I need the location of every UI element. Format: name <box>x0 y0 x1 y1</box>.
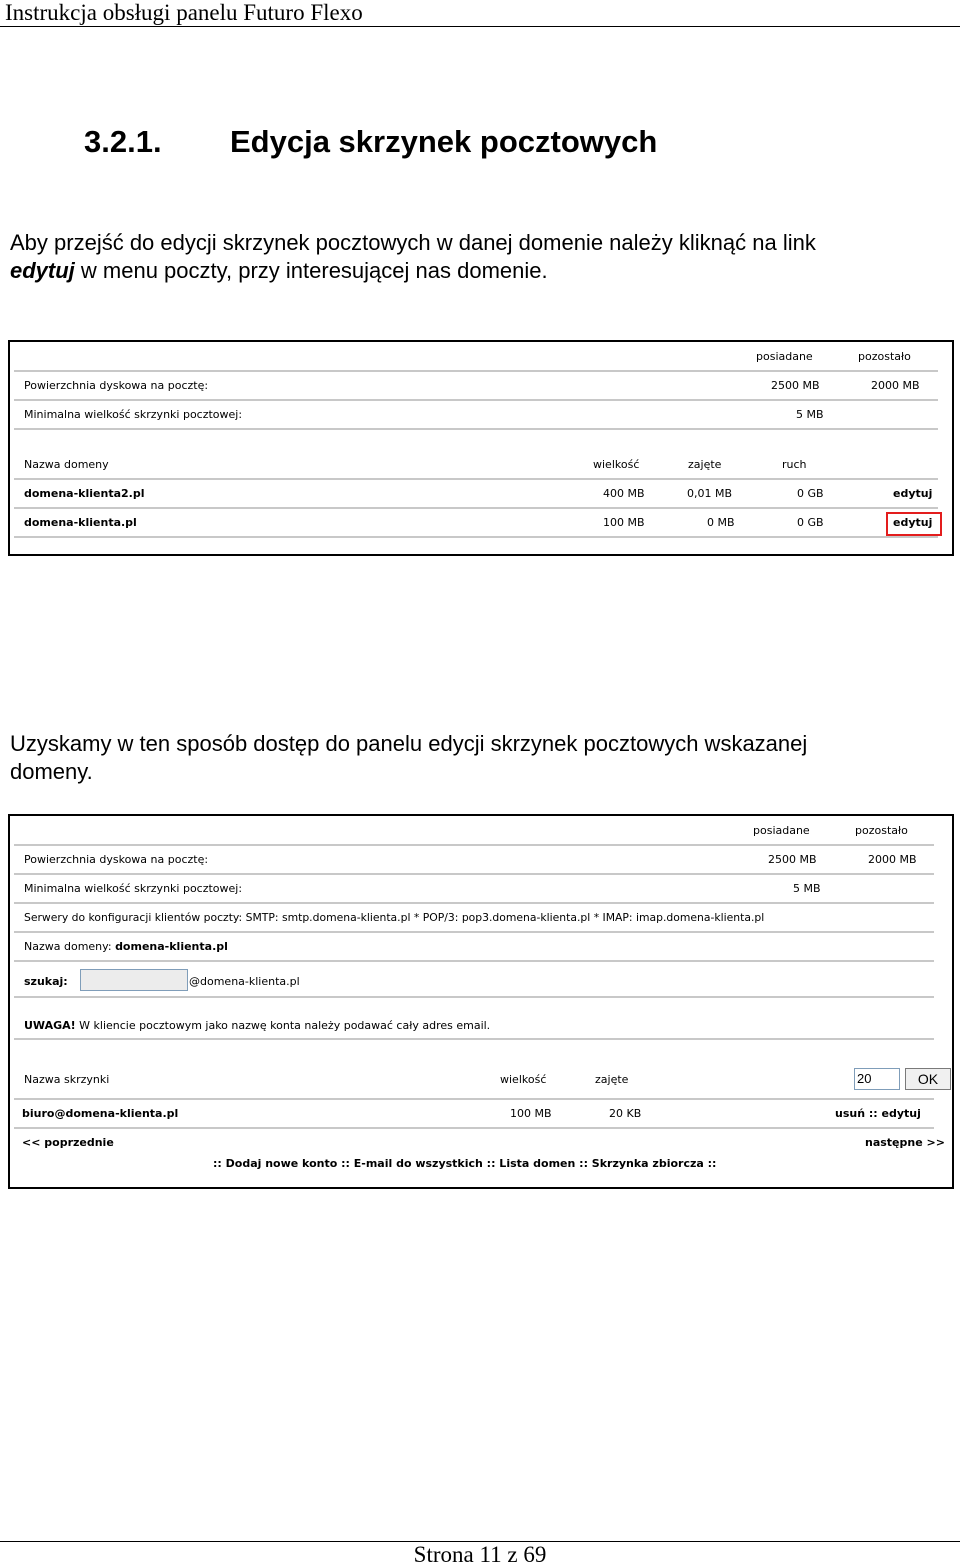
header-divider <box>0 26 960 27</box>
min-mailbox-value: 5 MB <box>796 408 824 421</box>
row-divider <box>14 931 934 933</box>
next-page-link[interactable]: następne >> <box>865 1136 945 1149</box>
search-label: szukaj: <box>24 975 68 988</box>
row-divider <box>14 478 938 480</box>
disk-space-label: Powierzchnia dyskowa na pocztę: <box>24 379 209 392</box>
row-divider <box>14 844 934 846</box>
domain-size-header: wielkość <box>593 458 640 471</box>
bottom-menu[interactable]: :: Dodaj nowe konto :: E-mail do wszystkich :: Lista domen :: Skrzynka zbiorcza :: <box>213 1157 717 1170</box>
disk-space-label: Powierzchnia dyskowa na pocztę: <box>24 853 209 866</box>
domain-name-label: Nazwa domeny: <box>24 940 112 953</box>
disk-space-owned: 2500 MB <box>771 379 820 392</box>
domain-traffic-header: ruch <box>782 458 807 471</box>
row-divider <box>14 536 938 538</box>
row-divider <box>14 996 934 998</box>
domain-row-traffic: 0 GB <box>797 516 824 529</box>
section-title: Edycja skrzynek pocztowych <box>230 124 658 159</box>
col-pozostalo: pozostało <box>855 824 908 837</box>
mailbox-name-header: Nazwa skrzynki <box>24 1073 110 1086</box>
mailbox-row-actions <box>835 1107 921 1120</box>
mailbox-row-name: biuro@domena-klienta.pl <box>22 1107 179 1120</box>
running-header: Instrukcja obsługi panelu Futuro Flexo <box>5 0 363 25</box>
domain-row-size: 400 MB <box>603 487 645 500</box>
action-separator: :: <box>865 1107 882 1120</box>
red-highlight-box <box>886 512 942 536</box>
screenshot-mailbox-panel <box>8 814 954 1189</box>
screenshot-domain-list <box>8 340 954 556</box>
search-input[interactable] <box>80 969 188 991</box>
result-line-2: domeny. <box>10 759 93 784</box>
col-posiadane: posiadane <box>753 824 810 837</box>
row-divider <box>14 370 938 372</box>
previous-page-link[interactable]: << poprzednie <box>22 1136 114 1149</box>
mailbox-used-header: zajęte <box>595 1073 629 1086</box>
min-mailbox-label: Minimalna wielkość skrzynki pocztowej: <box>24 882 243 895</box>
domain-row-used: 0 MB <box>707 516 735 529</box>
mailbox-row-used: 20 KB <box>609 1107 642 1120</box>
domain-used-header: zajęte <box>688 458 722 471</box>
edit-domain-link-highlighted[interactable]: edytuj <box>893 516 933 529</box>
edit-domain-link[interactable]: edytuj <box>893 487 933 500</box>
edit-mailbox-link[interactable]: edytuj <box>881 1107 921 1120</box>
page-number: Strona 11 z 69 <box>413 1542 547 1567</box>
row-divider <box>14 960 934 962</box>
server-settings: Serwery do konfiguracji klientów poczty: SMTP: smtp.domena-klienta.pl * POP/3: pop3.domena-klienta.pl * IMAP: imap.domena-klienta.pl <box>24 911 765 924</box>
intro-line-1: Aby przejść do edycji skrzynek pocztowych w danej domenie należy kliknąć na link <box>10 230 816 255</box>
disk-space-left: 2000 MB <box>868 853 917 866</box>
domain-row-traffic: 0 GB <box>797 487 824 500</box>
row-divider <box>14 1038 934 1040</box>
row-divider <box>14 1127 934 1129</box>
search-domain-suffix: @domena-klienta.pl <box>189 975 300 988</box>
row-divider <box>14 873 934 875</box>
warning-label: UWAGA! <box>24 1019 76 1032</box>
col-posiadane: posiadane <box>756 350 813 363</box>
disk-space-owned: 2500 MB <box>768 853 817 866</box>
domain-row-name: domena-klienta.pl <box>24 516 137 529</box>
intro-line-2 <box>10 257 548 285</box>
domain-name-row <box>24 940 228 953</box>
col-pozostalo: pozostało <box>858 350 911 363</box>
min-mailbox-label: Minimalna wielkość skrzynki pocztowej: <box>24 408 243 421</box>
result-line-1: Uzyskamy w ten sposób dostęp do panelu edycji skrzynek pocztowych wskazanej <box>10 731 808 756</box>
domain-row-used: 0,01 MB <box>687 487 733 500</box>
edytuj-emphasis: edytuj <box>10 258 75 283</box>
domain-row-size: 100 MB <box>603 516 645 529</box>
row-divider <box>14 399 938 401</box>
intro-line-2-rest: w menu poczty, przy interesującej nas domenie. <box>74 258 548 283</box>
row-divider <box>14 902 934 904</box>
domain-name-value: domena-klienta.pl <box>115 940 228 953</box>
domain-row-name: domena-klienta2.pl <box>24 487 145 500</box>
row-divider <box>14 428 938 430</box>
ok-button[interactable]: OK <box>905 1068 951 1090</box>
min-mailbox-value: 5 MB <box>793 882 821 895</box>
section-number: 3.2.1. <box>84 124 162 159</box>
domain-name-header: Nazwa domeny <box>24 458 109 471</box>
disk-space-left: 2000 MB <box>871 379 920 392</box>
mailbox-size-header: wielkość <box>500 1073 547 1086</box>
row-divider <box>14 1098 934 1100</box>
per-page-input[interactable]: 20 <box>854 1068 900 1090</box>
delete-mailbox-link[interactable]: usuń <box>835 1107 866 1120</box>
mailbox-row-size: 100 MB <box>510 1107 552 1120</box>
row-divider <box>14 507 938 509</box>
warning-note <box>24 1019 490 1032</box>
warning-text: W kliencie pocztowym jako nazwę konta należy podawać cały adres email. <box>75 1019 491 1032</box>
